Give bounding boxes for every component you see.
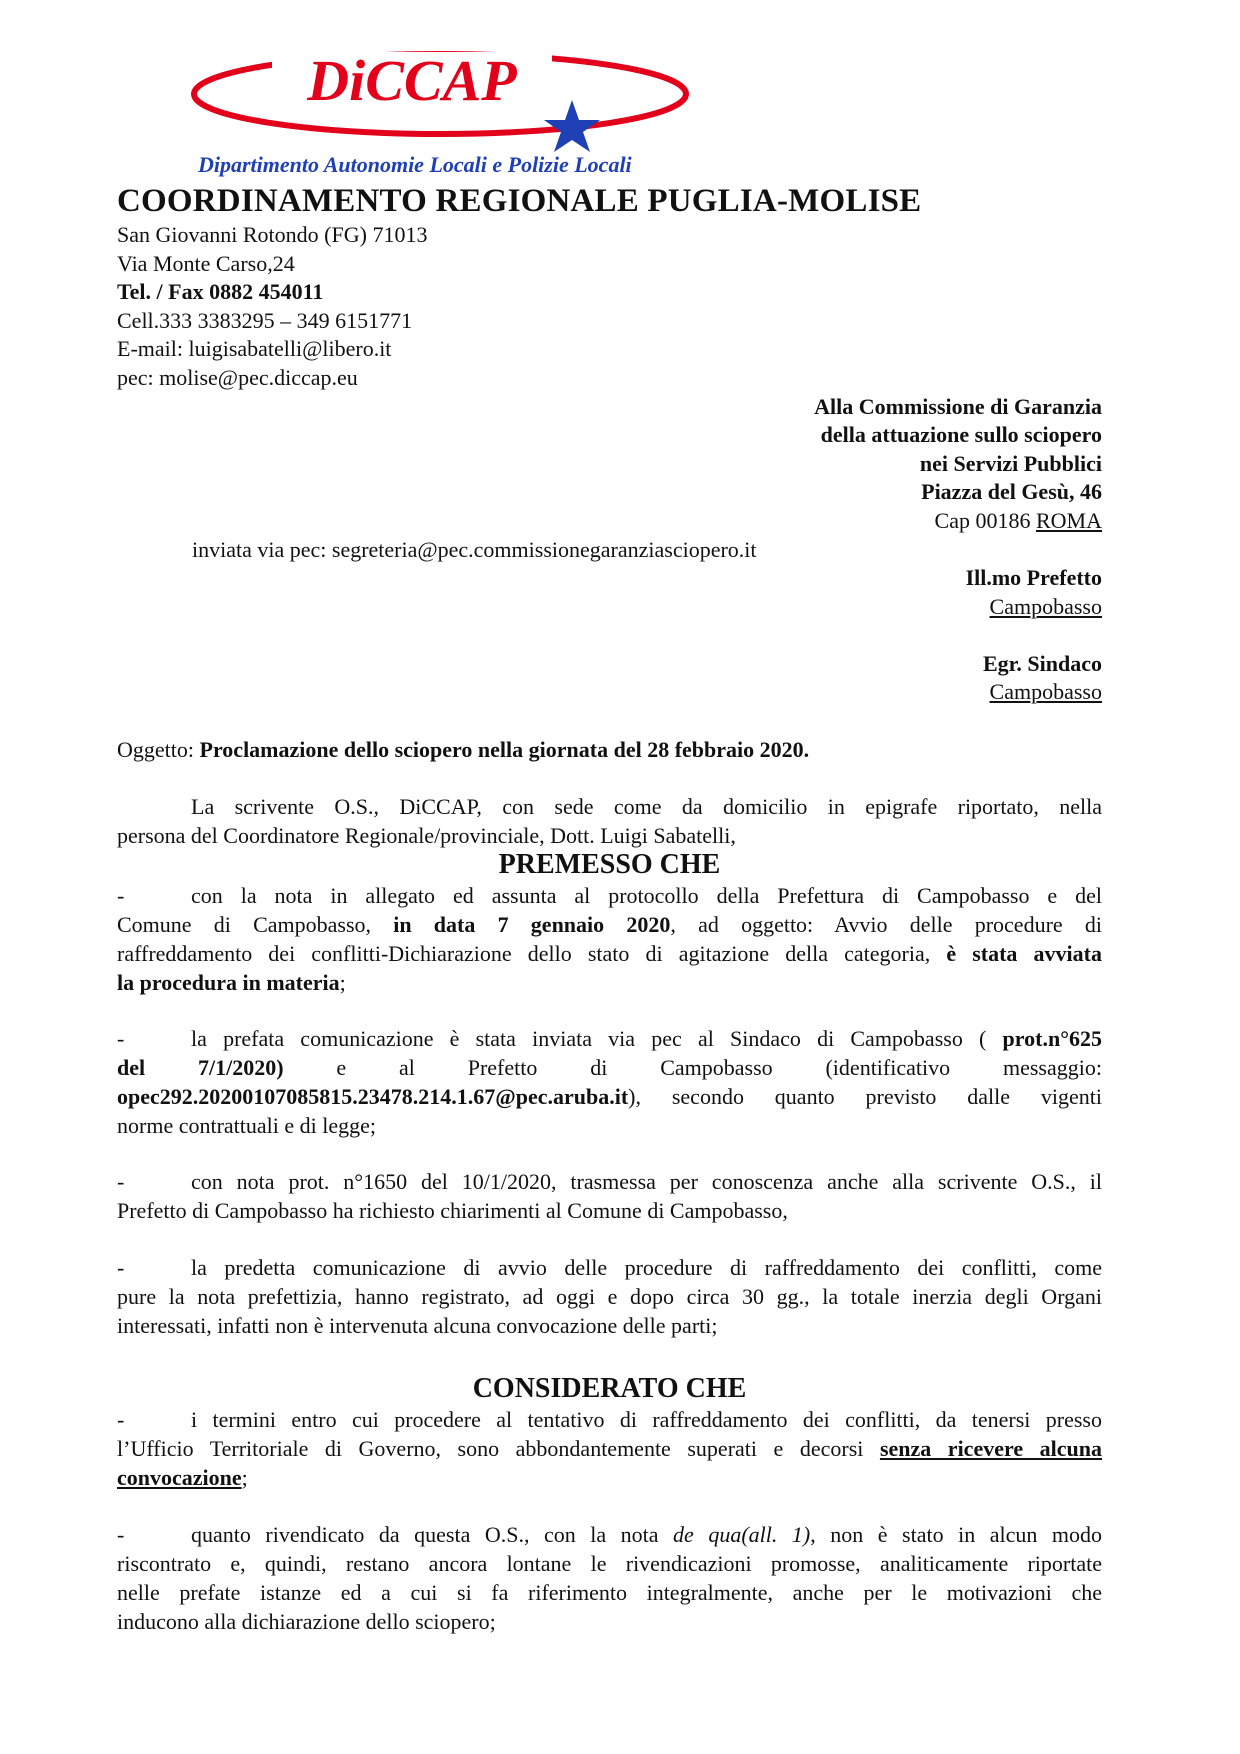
premesso-2-prot: prot.n°625 xyxy=(1002,1026,1102,1051)
premesso-1-text-1: con la nota in allegato ed assunta al protocollo della Prefettura di Campobasso e del xyxy=(191,883,1102,908)
considerato-item-1 xyxy=(117,1405,1102,1492)
word: Prefetto xyxy=(467,1055,538,1080)
premesso-1-text-3b: è stata avviata xyxy=(946,941,1102,966)
subject-line xyxy=(117,735,809,764)
intro-paragraph xyxy=(117,792,1102,850)
premesso-1-text-2a: Comune di Campobasso, xyxy=(117,912,394,937)
considerato-2-line-2: riscontrato e, quindi, restano ancora lontane le rivendicazioni promosse, analiticamente riportate xyxy=(117,1551,1102,1576)
diccap-logo xyxy=(190,42,710,182)
considerato-1-line-2 xyxy=(117,1434,1102,1463)
sender-street: Via Monte Carso,24 xyxy=(117,251,295,276)
premesso-item-3 xyxy=(117,1167,1102,1225)
subject-label: Oggetto: xyxy=(117,737,200,762)
logo-subtitle: Dipartimento Autonomie Locali e Polizie Locali xyxy=(198,152,632,177)
premesso-1-text-2c: , ad oggetto: Avvio delle procedure di xyxy=(670,912,1102,937)
recipient-2-city: Campobasso xyxy=(989,594,1102,619)
premesso-1-text-4b: ; xyxy=(339,970,346,995)
premesso-2-text-3b: ), secondo quanto previsto dalle vigenti xyxy=(628,1084,1102,1109)
premesso-1-line-4 xyxy=(117,968,1102,997)
premesso-item-1 xyxy=(117,881,1102,997)
recipient-3-city: Campobasso xyxy=(989,679,1102,704)
list-dash: - xyxy=(117,1522,125,1547)
premesso-3-text-1: con nota prot. n°1650 del 10/1/2020, trasmessa per conoscenza anche alla scrivente O.S., il xyxy=(191,1169,1102,1194)
premesso-2-text-1a: la prefata comunicazione è stata inviata via pec al Sindaco di Campobasso ( xyxy=(191,1026,1003,1051)
logo-text: DiCCAP xyxy=(307,48,517,113)
list-dash: - xyxy=(117,1169,125,1194)
recipient-1-line-3: nei Servizi Pubblici xyxy=(919,451,1102,476)
premesso-2-line-4: norme contrattuali e di legge; xyxy=(117,1113,377,1138)
premesso-4-text-1: la predetta comunicazione di avvio delle procedure di raffreddamento dei conflitti, come xyxy=(191,1255,1102,1280)
premesso-2-message-id: opec292.20200107085815.23478.214.1.67@pec.aruba.it xyxy=(117,1084,629,1109)
premesso-3-line-2: Prefetto di Campobasso ha richiesto chiarimenti al Comune di Campobasso, xyxy=(117,1198,788,1223)
word: 7/1/2020) xyxy=(197,1055,284,1080)
premesso-1-text-4a: la procedura in materia xyxy=(117,970,340,995)
considerato-item-2 xyxy=(117,1520,1102,1636)
considerato-2-text-1a: quanto rivendicato da questa O.S., con la nota xyxy=(191,1522,674,1547)
premesso-2-line-2 xyxy=(117,1053,1102,1082)
list-dash: - xyxy=(117,1026,125,1051)
diccap-logo-graphic xyxy=(190,42,710,182)
sender-org: COORDINAMENTO REGIONALE PUGLIA-MOLISE xyxy=(117,183,922,219)
word: Campobasso xyxy=(660,1055,773,1080)
premesso-1-line-2 xyxy=(117,910,1102,939)
recipient-1-city: ROMA xyxy=(1035,508,1102,533)
premesso-4-line-1 xyxy=(117,1253,1102,1282)
intro-line-2: persona del Coordinatore Regionale/provinciale, Dott. Luigi Sabatelli, xyxy=(117,823,736,848)
considerato-1-text-2a: l’Ufficio Territoriale di Governo, sono abbondantemente superati e decorsi xyxy=(117,1436,880,1461)
sender-pec: pec: molise@pec.diccap.eu xyxy=(117,365,358,390)
word: al xyxy=(398,1055,415,1080)
word: di xyxy=(590,1055,608,1080)
premesso-3-line-1 xyxy=(117,1167,1102,1196)
premesso-1-line-1 xyxy=(117,881,1102,910)
word: messaggio: xyxy=(1002,1055,1102,1080)
considerato-2-line-4: inducono alla dichiarazione dello sciopero; xyxy=(117,1609,496,1634)
list-dash: - xyxy=(117,1407,125,1432)
premesso-4-line-3: interessati, infatti non è intervenuta alcuna convocazione delle parti; xyxy=(117,1313,718,1338)
considerato-1-text-1: i termini entro cui procedere al tentativo di raffreddamento dei conflitti, da tenersi presso xyxy=(191,1407,1102,1432)
word: del xyxy=(117,1055,146,1080)
considerato-heading: CONSIDERATO CHE xyxy=(472,1373,747,1404)
sender-city: San Giovanni Rotondo (FG) 71013 xyxy=(117,222,428,247)
recipient-2-title: Ill.mo Prefetto xyxy=(965,565,1102,590)
recipient-1-cap-text: Cap 00186 xyxy=(934,508,1036,533)
considerato-1-line-1 xyxy=(117,1405,1102,1434)
recipient-1-line-2: della attuazione sullo sciopero xyxy=(820,422,1102,447)
premesso-1-line-3 xyxy=(117,939,1102,968)
premesso-2-line-3 xyxy=(117,1082,1102,1111)
premesso-1-text-3a: raffreddamento dei conflitti-Dichiarazione dello stato di agitazione della categoria, xyxy=(117,941,947,966)
premesso-4-line-2: pure la nota prefettizia, hanno registrato, ad oggi e dopo circa 30 gg., la totale inerzia degli Organi xyxy=(117,1284,1102,1309)
premesso-1-date: in data 7 gennaio 2020 xyxy=(393,912,671,937)
considerato-2-line-1 xyxy=(117,1520,1102,1549)
considerato-1-text-2b: senza ricevere alcuna xyxy=(879,1436,1102,1461)
sender-email: E-mail: luigisabatelli@libero.it xyxy=(117,336,392,361)
recipient-1-cap xyxy=(935,506,1102,535)
recipient-1-line-1: Alla Commissione di Garanzia xyxy=(814,394,1102,419)
premesso-item-4 xyxy=(117,1253,1102,1340)
list-dash: - xyxy=(117,883,125,908)
list-dash: - xyxy=(117,1255,125,1280)
considerato-1-text-3a: convocazione xyxy=(117,1465,242,1490)
word: (identificativo xyxy=(825,1055,951,1080)
sender-tel: Tel. / Fax 0882 454011 xyxy=(117,279,324,304)
subject-text: Proclamazione dello sciopero nella giornata del 28 febbraio 2020. xyxy=(199,737,810,762)
sender-cell: Cell.333 3383295 – 349 6151771 xyxy=(117,308,413,333)
premesso-heading: PREMESSO CHE xyxy=(498,849,721,880)
considerato-2-line-3: nelle prefate istanze ed a cui si fa riferimento integralmente, anche per le motivazioni che xyxy=(117,1580,1102,1605)
recipient-1-line-4: Piazza del Gesù, 46 xyxy=(921,479,1102,504)
considerato-2-text-1c: , non è stato in alcun modo xyxy=(810,1522,1102,1547)
considerato-1-text-3b: ; xyxy=(241,1465,248,1490)
sent-via-pec: inviata via pec: segreteria@pec.commissionegaranziasciopero.it xyxy=(192,537,757,562)
premesso-item-2 xyxy=(117,1024,1102,1140)
considerato-2-text-1b: de qua(all. 1) xyxy=(673,1522,811,1547)
intro-line-1-text: La scrivente O.S., DiCCAP, con sede come da domicilio in epigrafe riportato, nella xyxy=(191,794,1102,819)
word: e xyxy=(336,1055,347,1080)
premesso-2-line-1 xyxy=(117,1024,1102,1053)
intro-line-1 xyxy=(117,792,1102,821)
considerato-1-line-3 xyxy=(117,1463,1102,1492)
recipient-3-title: Egr. Sindaco xyxy=(982,651,1102,676)
